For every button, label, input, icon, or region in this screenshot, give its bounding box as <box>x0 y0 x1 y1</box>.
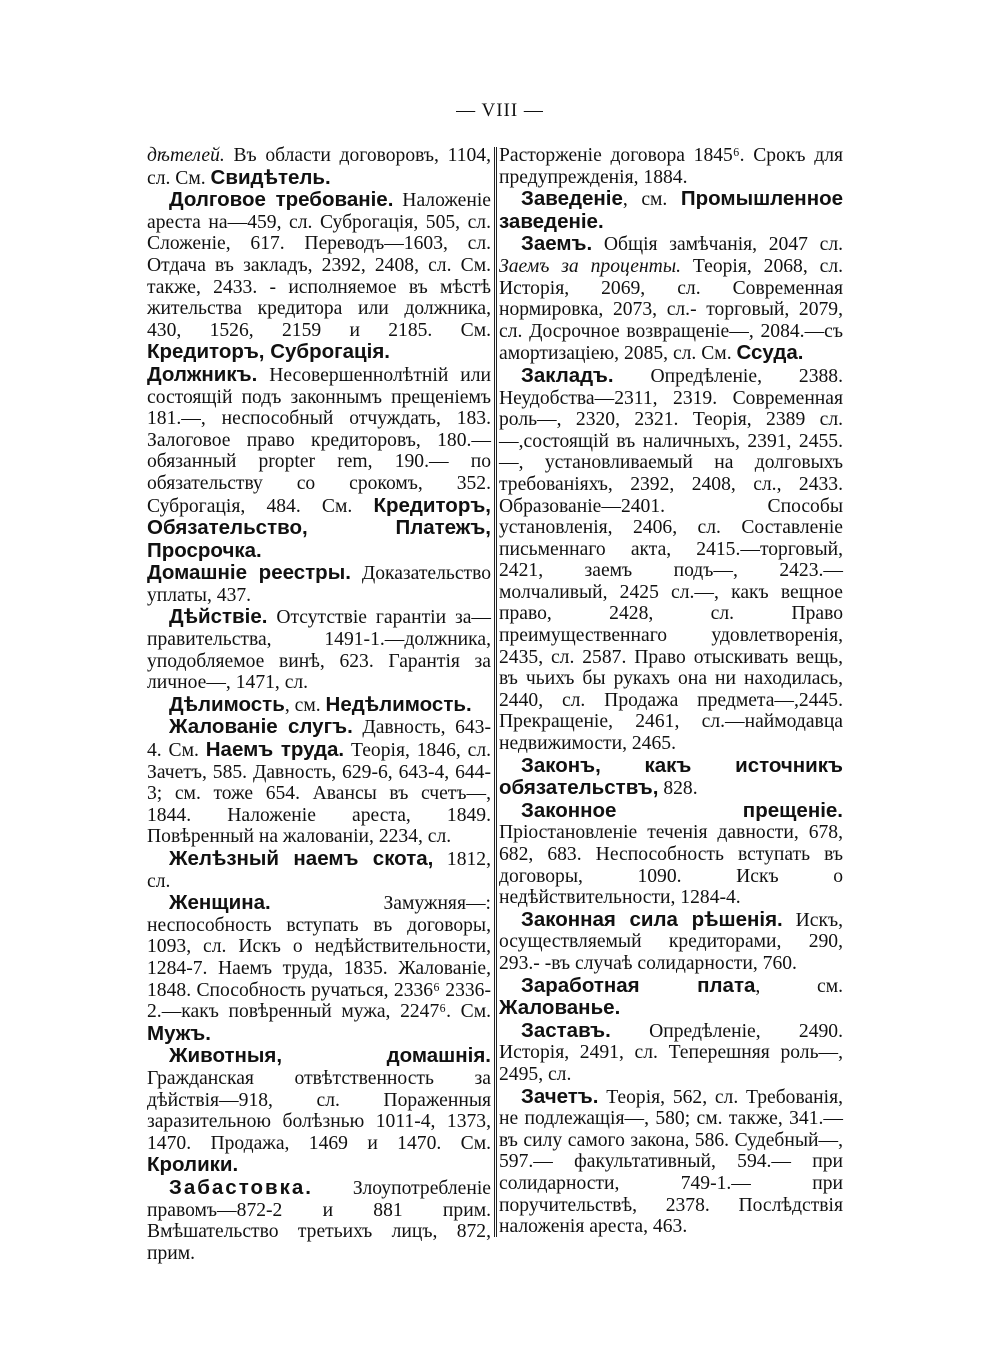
entry-headword: Ссуда. <box>736 341 804 365</box>
entry-text: Злоупотребленіе правомъ—872-2 и 881 прим. Вмѣшательство третьихъ лицъ, 872, прим. <box>147 1177 491 1264</box>
entry-text: Гражданская отвѣтственность за дѣйствія—918, сл. Пораженныя заразительною болѣзнью 1011-4, 1373, 1470. Продажа, 1469 и 1470. См. <box>147 1067 491 1154</box>
entry-text: Давность, 643-4. См. <box>147 717 491 762</box>
index-entry <box>499 1086 843 1238</box>
index-entry <box>499 145 843 188</box>
entry-text: Въ области договоровъ, 1104, сл. См. <box>147 145 491 189</box>
entry-headword: Заставъ. <box>521 1018 611 1042</box>
entry-headword: Домашніе реестры. <box>147 561 351 585</box>
index-entry <box>499 1020 843 1086</box>
entry-text: Искъ, осуществляемый кредиторами, 290, 293.- -въ случаѣ солидарности, 760. <box>499 909 843 974</box>
entry-text: Пріостановленіе теченія давности, 678, 682, 683. Неспособность вступать въ договоры, 1090. Искъ о недѣйствительности, 1284-4. <box>499 822 843 909</box>
entry-headword: Забастовка. <box>169 1175 313 1199</box>
index-entry <box>499 800 843 909</box>
index-entry <box>499 233 843 365</box>
entry-headword: Закладъ. <box>521 363 614 387</box>
entry-text: Опредѣленіе, 2388. Неудобства—2311, 2319. Современная роль—, 2320, 2321. Теорія, 2389 сл.—,состоящій въ наличныхъ, 2391, 2455.—, установливаемый на долговыхъ требованіяхъ, 2392, 2408, сл., 2433. Образованіе—2401. Способы установленія, 2406, сл. Составленіе письменнаго акта, 2415.—торговый, 2421, заемъ подъ—, 2423.— молчаливый, 2425 сл.—, какъ вещное право, 2428, сл. Право преимущественнаго удовлетворенія, 2435, сл. 2587. Право отыскивать вещь, въ чьихъ бы рукахъ она ни находилась, 2440, сл. Продажа предмета—,2445. Прекращеніе, 2461, сл.—наймодавца недвижимости, 2465. <box>499 365 843 755</box>
entry-headword: Должникъ. <box>147 362 258 386</box>
index-entry <box>147 145 491 189</box>
index-entry <box>147 606 491 693</box>
page-number: — VIII — <box>456 100 544 121</box>
entry-headword: Кролики. <box>147 1153 239 1177</box>
index-entry <box>147 716 491 848</box>
column-divider <box>494 147 497 1237</box>
entry-text: , см. <box>755 975 843 997</box>
entry-headword: Заведеніе <box>521 187 623 211</box>
index-entry <box>147 892 491 1045</box>
entry-text: Теорія, 2068, сл. Исторія, 2069, сл. Современная нормировка, 2073, сл.- торговый, 2079, сл. Досрочное возвращеніе—, 2084.—съ амортизаціею, 2085, сл. См. <box>499 255 843 365</box>
entry-headword: Недѣлимость. <box>325 692 472 716</box>
entry-headword: Свидѣтель. <box>210 165 331 189</box>
entry-headword: Мужъ. <box>147 1021 211 1045</box>
left-column <box>147 145 491 1264</box>
entry-text: Теорія, 1846, сл. Зачетъ, 585. Давность, 629-6, 643-4, 644-3; см. тоже 654. Авансы въ счетъ—, 1844. Наложеніе ареста, 1849. Повѣренный на жалованіи, 2234, сл. <box>147 740 491 848</box>
index-entry <box>147 364 491 562</box>
entry-text: Заемъ за проценты. <box>499 255 682 277</box>
entry-text: Общія замѣчанія, 2047 сл. <box>592 234 843 256</box>
index-entry <box>499 365 843 755</box>
index-entry <box>147 694 491 717</box>
entry-headword: Законное прещеніе. <box>521 798 843 822</box>
entry-headword: Кредиторъ, Суброгація. <box>147 340 391 364</box>
index-entry <box>147 1045 491 1177</box>
index-entry <box>499 755 843 800</box>
entry-text: Опредѣленіе, 2490. Исторія, 2491, сл. Теперешняя роль—, 2495, сл. <box>499 1020 843 1085</box>
entry-headword: Желѣзный наемъ скота, <box>169 847 434 870</box>
entry-headword: Женщина. <box>169 891 271 915</box>
entry-text: 828. <box>658 778 698 800</box>
entry-headword: Промышленное заведеніе. <box>499 187 843 233</box>
entry-text: Отсутствіе гарантіи за—правительства, 1491-1.—должника, уподобляемое винѣ, 623. Гарантія за личное—, 1471, сл. <box>147 607 491 694</box>
entry-headword: Законная сила рѣшенія. <box>521 907 783 931</box>
entry-text: дѣтелей. <box>147 145 225 166</box>
entry-headword: Наемъ труда. <box>205 738 345 762</box>
entry-text: , см. <box>622 189 681 211</box>
index-entry <box>147 848 491 892</box>
entry-text: Расторженіе договора 1845⁶. Срокъ для предупрежденія, 1884. <box>499 145 843 188</box>
entry-headword: Дѣлимость <box>169 692 285 716</box>
entry-text: 1812, сл. <box>147 849 491 892</box>
entry-headword: Животныя, домашнія. <box>169 1044 491 1068</box>
index-entry <box>499 188 843 233</box>
entry-text: Доказательство уплаты, 437. <box>147 563 492 606</box>
entry-headword: Заемъ. <box>521 232 593 256</box>
entry-headword: Законъ, какъ источникъ обязательствъ, <box>499 753 843 800</box>
entry-text: Наложеніе ареста на—459, сл. Суброгація, 505, сл. Сложеніе, 617. Переводъ—1603, сл. Отдача въ закладъ, 2392, 2408, сл. См. также, 2433. - исполняемое въ мѣстѣ жительства кредитора или должника, 430, 1526, 2159 и 2185. См. <box>147 190 491 341</box>
entry-text: Теорія, 562, сл. Требованія, не подлежащія—, 580; см. также, 341.—въ силу самого закона, 586. Судебный—, 597.— факультативный, 594.— при солидарности, 749-1.— при поручительствѣ, 2378. Послѣдствія наложенія ареста, 463. <box>499 1086 843 1238</box>
index-entry <box>147 189 491 364</box>
index-entry <box>147 562 491 606</box>
entry-headword: Заработная плата <box>521 973 756 997</box>
entry-headword: Зачетъ. <box>521 1084 599 1108</box>
entry-headword: Жалованіе слугъ. <box>169 715 353 739</box>
index-entry <box>147 1177 491 1264</box>
entry-headword: Кредиторъ, Обязательство, Платежъ, Просрочка. <box>147 493 491 562</box>
entry-text: , см. <box>284 694 326 716</box>
index-entry <box>499 975 843 1020</box>
entry-headword: Долговое требованіе. <box>169 188 394 212</box>
entry-text: Замужняя—: неспособность вступать въ договоры, 1093, сл. Искъ о недѣйствительности, 1284-7. Наемъ труда, 1835. Жалованіе, 1848. Способность ручаться, 2336⁶ 2336-2.—какъ повѣренный мужа, 2247⁶. См. <box>147 893 491 1023</box>
index-entry <box>499 909 843 975</box>
entry-headword: Дѣйствіе. <box>169 605 268 629</box>
right-column <box>499 145 843 1238</box>
entry-text: Несовершеннолѣтній или состоящій подъ законнымъ прещеніемъ 181.—, неспособный отчуждать, 183. Залоговое право кредиторовъ, 180.— обязанный propter rem, 190.— по обязательству со срокомъ, 352. Суброгація, 484. См. <box>147 364 491 517</box>
entry-headword: Жалованье. <box>499 996 621 1020</box>
